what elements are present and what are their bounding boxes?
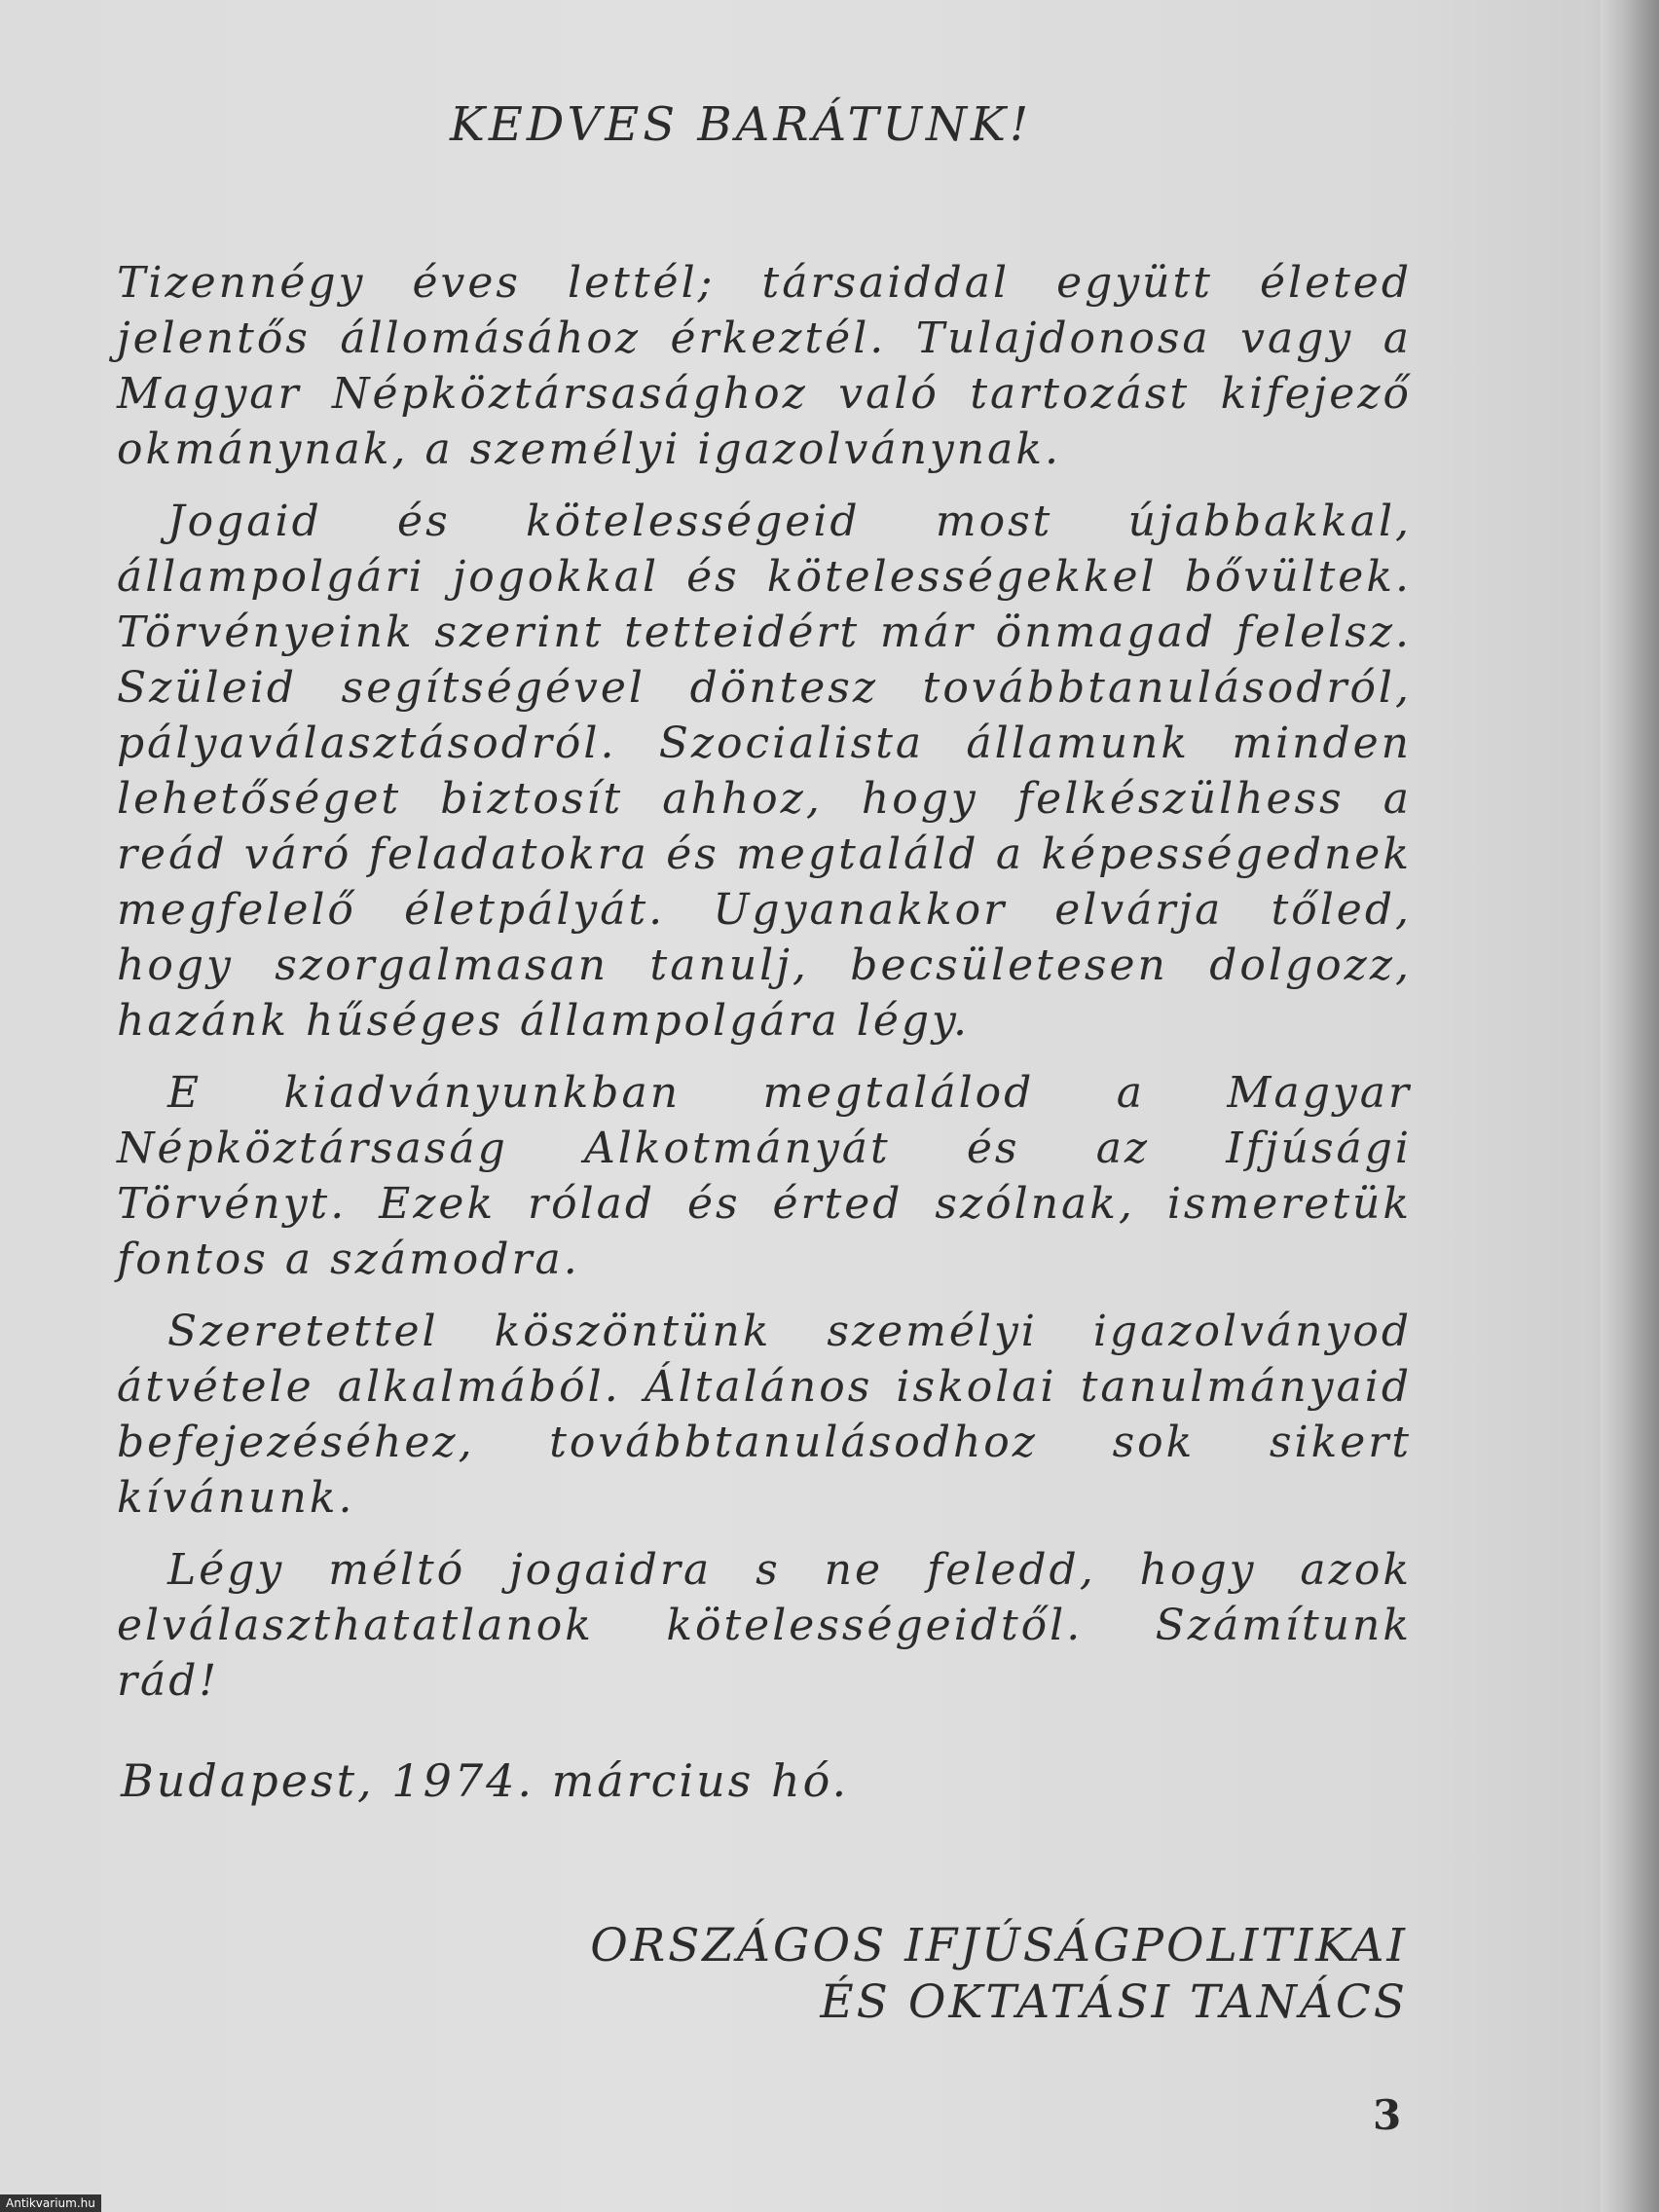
- dateline: Budapest, 1974. március hó.: [121, 1754, 850, 1807]
- watermark: Antikvarium.hu: [0, 2194, 101, 2212]
- page-binding-edge: [1601, 0, 1659, 2212]
- paragraph-2: Jogaid és kötelességeid most újabbakkal, állampolgári jogokkal és kötelességekkel bővültek. Törvényeink szerint tetteidért már önmagad felelsz. Szüleid segítségével döntesz továbbtanulásodról, pályaválasztásodról. Szocialista államunk minden lehetőséget biztosít ahhoz, hogy felkészülhess a reád váró feladatokra és megtaláld a képességednek megfelelő életpályát. Ugyanakkor elvárja tőled, hogy szorgalmasan tanulj, becsületesen dolgozz, hazánk hűséges állampolgára légy.: [117, 497, 1412, 1046]
- letter-body: [117, 255, 1412, 1725]
- page-number: 3: [1373, 2091, 1402, 2139]
- paragraph-4: Szeretettel köszöntünk személyi igazolványod átvétele alkalmából. Általános iskolai tanulmányaid befejezéséhez, továbbtanulásodhoz sok sikert kívánunk.: [117, 1307, 1412, 1523]
- signature-block: [590, 1918, 1408, 2031]
- paragraph-1: Tizennégy éves lettél; társaiddal együtt életed jelentős állomásához érkeztél. Tulajdonosa vagy a Magyar Népköztársasághoz való tartozást kifejező okmánynak, a személyi igazolványnak.: [117, 258, 1412, 474]
- signature-line-1: ORSZÁGOS IFJÚSÁGPOLITIKAI: [590, 1919, 1408, 1972]
- greeting-heading: KEDVES BARÁTUNK!: [450, 97, 1033, 152]
- paragraph-3: E kiadványunkban megtalálod a Magyar Népköztársaság Alkotmányát és az Ifjúsági Törvényt. Ezek rólad és érted szólnak, ismeretük fontos a számodra.: [117, 1068, 1412, 1284]
- signature-line-2: ÉS OKTATÁSI TANÁCS: [820, 1975, 1408, 2029]
- paragraph-5: Légy méltó jogaidra s ne feledd, hogy azok elválaszthatatlanok kötelességeidtől. Számítunk rád!: [117, 1545, 1412, 1706]
